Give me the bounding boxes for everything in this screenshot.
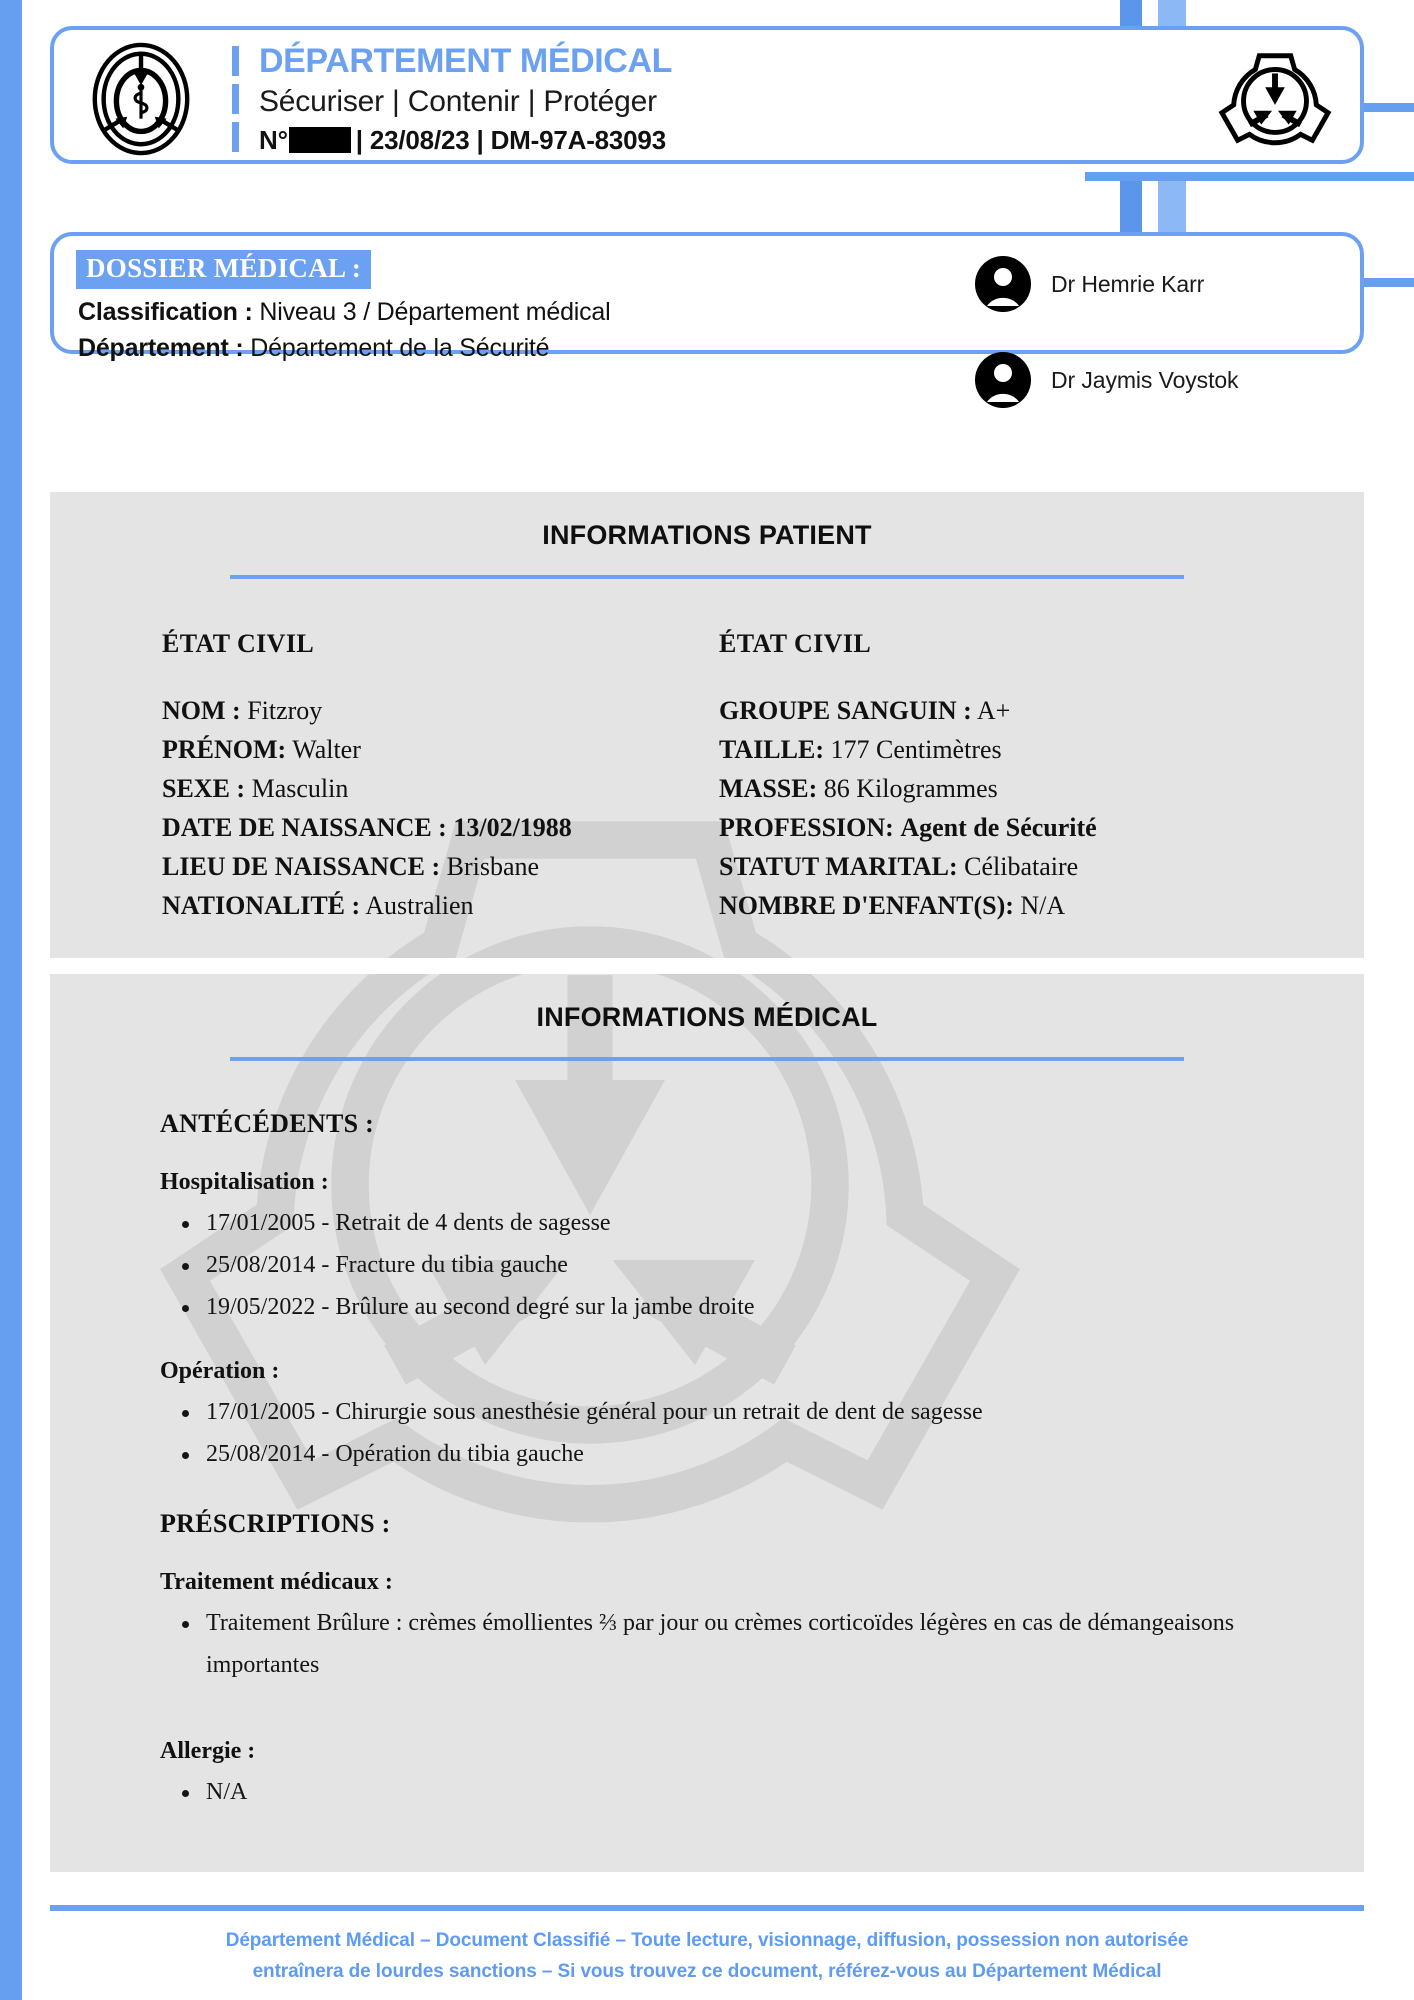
list-item: Traitement Brûlure : crèmes émollientes ⅔ par jour ou crèmes corticoïdes légères en cas de démangeaisons importantes — [160, 1602, 1320, 1686]
field-label: NOMBRE D'ENFANT(S): — [719, 891, 1014, 920]
classification-value: Niveau 3 / Département médical — [259, 298, 611, 326]
etat-civil-heading: ÉTAT CIVIL — [719, 629, 872, 658]
field-label: TAILLE: — [719, 735, 824, 764]
field-label: GROUPE SANGUIN : — [719, 696, 972, 725]
field-profession — [719, 808, 1364, 847]
patient-column-left — [50, 629, 710, 925]
header-subtitle: Sécuriser | Contenir | Protéger — [259, 85, 657, 118]
field-value: Masculin — [251, 774, 349, 803]
header-ref-rest: | 23/08/23 | DM-97A-83093 — [355, 125, 666, 155]
field-value: Agent de Sécurité — [900, 813, 1097, 842]
medical-information-panel — [50, 974, 1364, 1872]
departement-label: Département : — [78, 334, 244, 362]
second-strip-rule-top — [1085, 172, 1414, 181]
field-label: PROFESSION: — [719, 813, 894, 842]
classification-line — [78, 298, 611, 327]
field-lieu-naissance — [162, 847, 710, 886]
medical-section-title: INFORMATIONS MÉDICAL — [536, 1002, 878, 1032]
medical-body — [50, 1061, 1364, 1813]
departement-line — [78, 334, 549, 363]
field-nombre-enfants — [719, 886, 1364, 925]
field-value: A+ — [976, 696, 1011, 725]
footer-line-2: entraînera de lourdes sanctions – Si vous trouvez ce document, référez-vous au Département Médical — [252, 1961, 1162, 1982]
doctor-name: Dr Jaymis Voystok — [1051, 366, 1239, 393]
doctor-entry — [975, 352, 1238, 408]
field-nom — [162, 691, 710, 730]
field-value: 13/02/1988 — [453, 813, 572, 842]
field-label: DATE DE NAISSANCE : — [162, 813, 447, 842]
doctor-name: Dr Hemrie Karr — [1051, 270, 1205, 297]
field-label: SEXE : — [162, 774, 246, 803]
scp-foundation-logo-icon — [1216, 40, 1334, 158]
field-value: Brisbane — [446, 852, 540, 881]
doctor-entry — [975, 256, 1204, 312]
field-groupe-sanguin — [719, 691, 1364, 730]
field-label: LIEU DE NAISSANCE : — [162, 852, 441, 881]
hospitalisation-list — [160, 1202, 1364, 1328]
list-item: N/A — [160, 1771, 1320, 1813]
field-label: NATIONALITÉ : — [162, 891, 361, 920]
classification-label: Classification : — [78, 298, 253, 326]
traitement-list — [160, 1602, 1364, 1686]
field-prenom — [162, 730, 710, 769]
field-date-naissance — [162, 808, 710, 847]
field-value: Célibataire — [964, 852, 1079, 881]
scp-medical-logo-icon — [82, 40, 200, 158]
field-value: Walter — [292, 735, 361, 764]
etat-civil-heading: ÉTAT CIVIL — [162, 629, 315, 658]
field-value: 177 Centimètres — [830, 735, 1002, 764]
header-reference-line — [259, 122, 672, 158]
list-item: 19/05/2022 - Brûlure au second degré sur la jambe droite — [160, 1286, 1320, 1328]
patient-column-right — [710, 629, 1364, 925]
field-value: Fitzroy — [247, 696, 323, 725]
field-statut-marital — [719, 847, 1364, 886]
allergie-list — [160, 1771, 1364, 1813]
footer-rule — [50, 1905, 1364, 1911]
list-item: 17/01/2005 - Chirurgie sous anesthésie général pour un retrait de dent de sagesse — [160, 1391, 1320, 1433]
list-item: 25/08/2014 - Opération du tibia gauche — [160, 1433, 1320, 1475]
operation-list — [160, 1391, 1364, 1475]
patient-information-panel — [50, 492, 1364, 958]
dossier-tag: DOSSIER MÉDICAL : — [76, 250, 371, 289]
field-label: STATUT MARITAL: — [719, 852, 958, 881]
traitement-label: Traitement médicaux : — [160, 1569, 393, 1595]
header-card — [50, 26, 1364, 164]
header-dotted-divider — [232, 46, 239, 152]
redacted-block — [289, 127, 351, 153]
hospitalisation-label: Hospitalisation : — [160, 1169, 329, 1195]
list-item: 17/01/2005 - Retrait de 4 dents de sagesse — [160, 1202, 1320, 1244]
operation-label: Opération : — [160, 1358, 280, 1384]
field-label: NOM : — [162, 696, 241, 725]
header-text-block — [259, 40, 672, 158]
field-nationalite — [162, 886, 710, 925]
user-avatar-icon — [975, 352, 1031, 408]
field-sexe — [162, 769, 710, 808]
field-value: 86 Kilogrammes — [823, 774, 998, 803]
header-ref-prefix: N° — [259, 125, 288, 155]
field-label: PRÉNOM: — [162, 735, 287, 764]
field-label: MASSE: — [719, 774, 818, 803]
field-value: Australien — [365, 891, 474, 920]
patient-section-title: INFORMATIONS PATIENT — [542, 520, 872, 550]
prescriptions-heading: PRÉSCRIPTIONS : — [160, 1509, 391, 1538]
field-taille — [719, 730, 1364, 769]
list-item: 25/08/2014 - Fracture du tibia gauche — [160, 1244, 1320, 1286]
footer-line-1: Département Médical – Document Classifié – Toute lecture, visionnage, diffusion, possession non autorisée — [225, 1930, 1189, 1951]
antecedents-heading: ANTÉCÉDENTS : — [160, 1109, 375, 1138]
departement-value: Département de la Sécurité — [250, 334, 550, 362]
footer-disclaimer — [50, 1925, 1364, 1987]
patient-columns — [50, 579, 1364, 925]
field-masse — [719, 769, 1364, 808]
header-title: DÉPARTEMENT MÉDICAL — [259, 42, 672, 80]
user-avatar-icon — [975, 256, 1031, 312]
allergie-label: Allergie : — [160, 1738, 256, 1764]
field-value: N/A — [1020, 891, 1066, 920]
left-edge-stripe — [0, 0, 22, 2000]
